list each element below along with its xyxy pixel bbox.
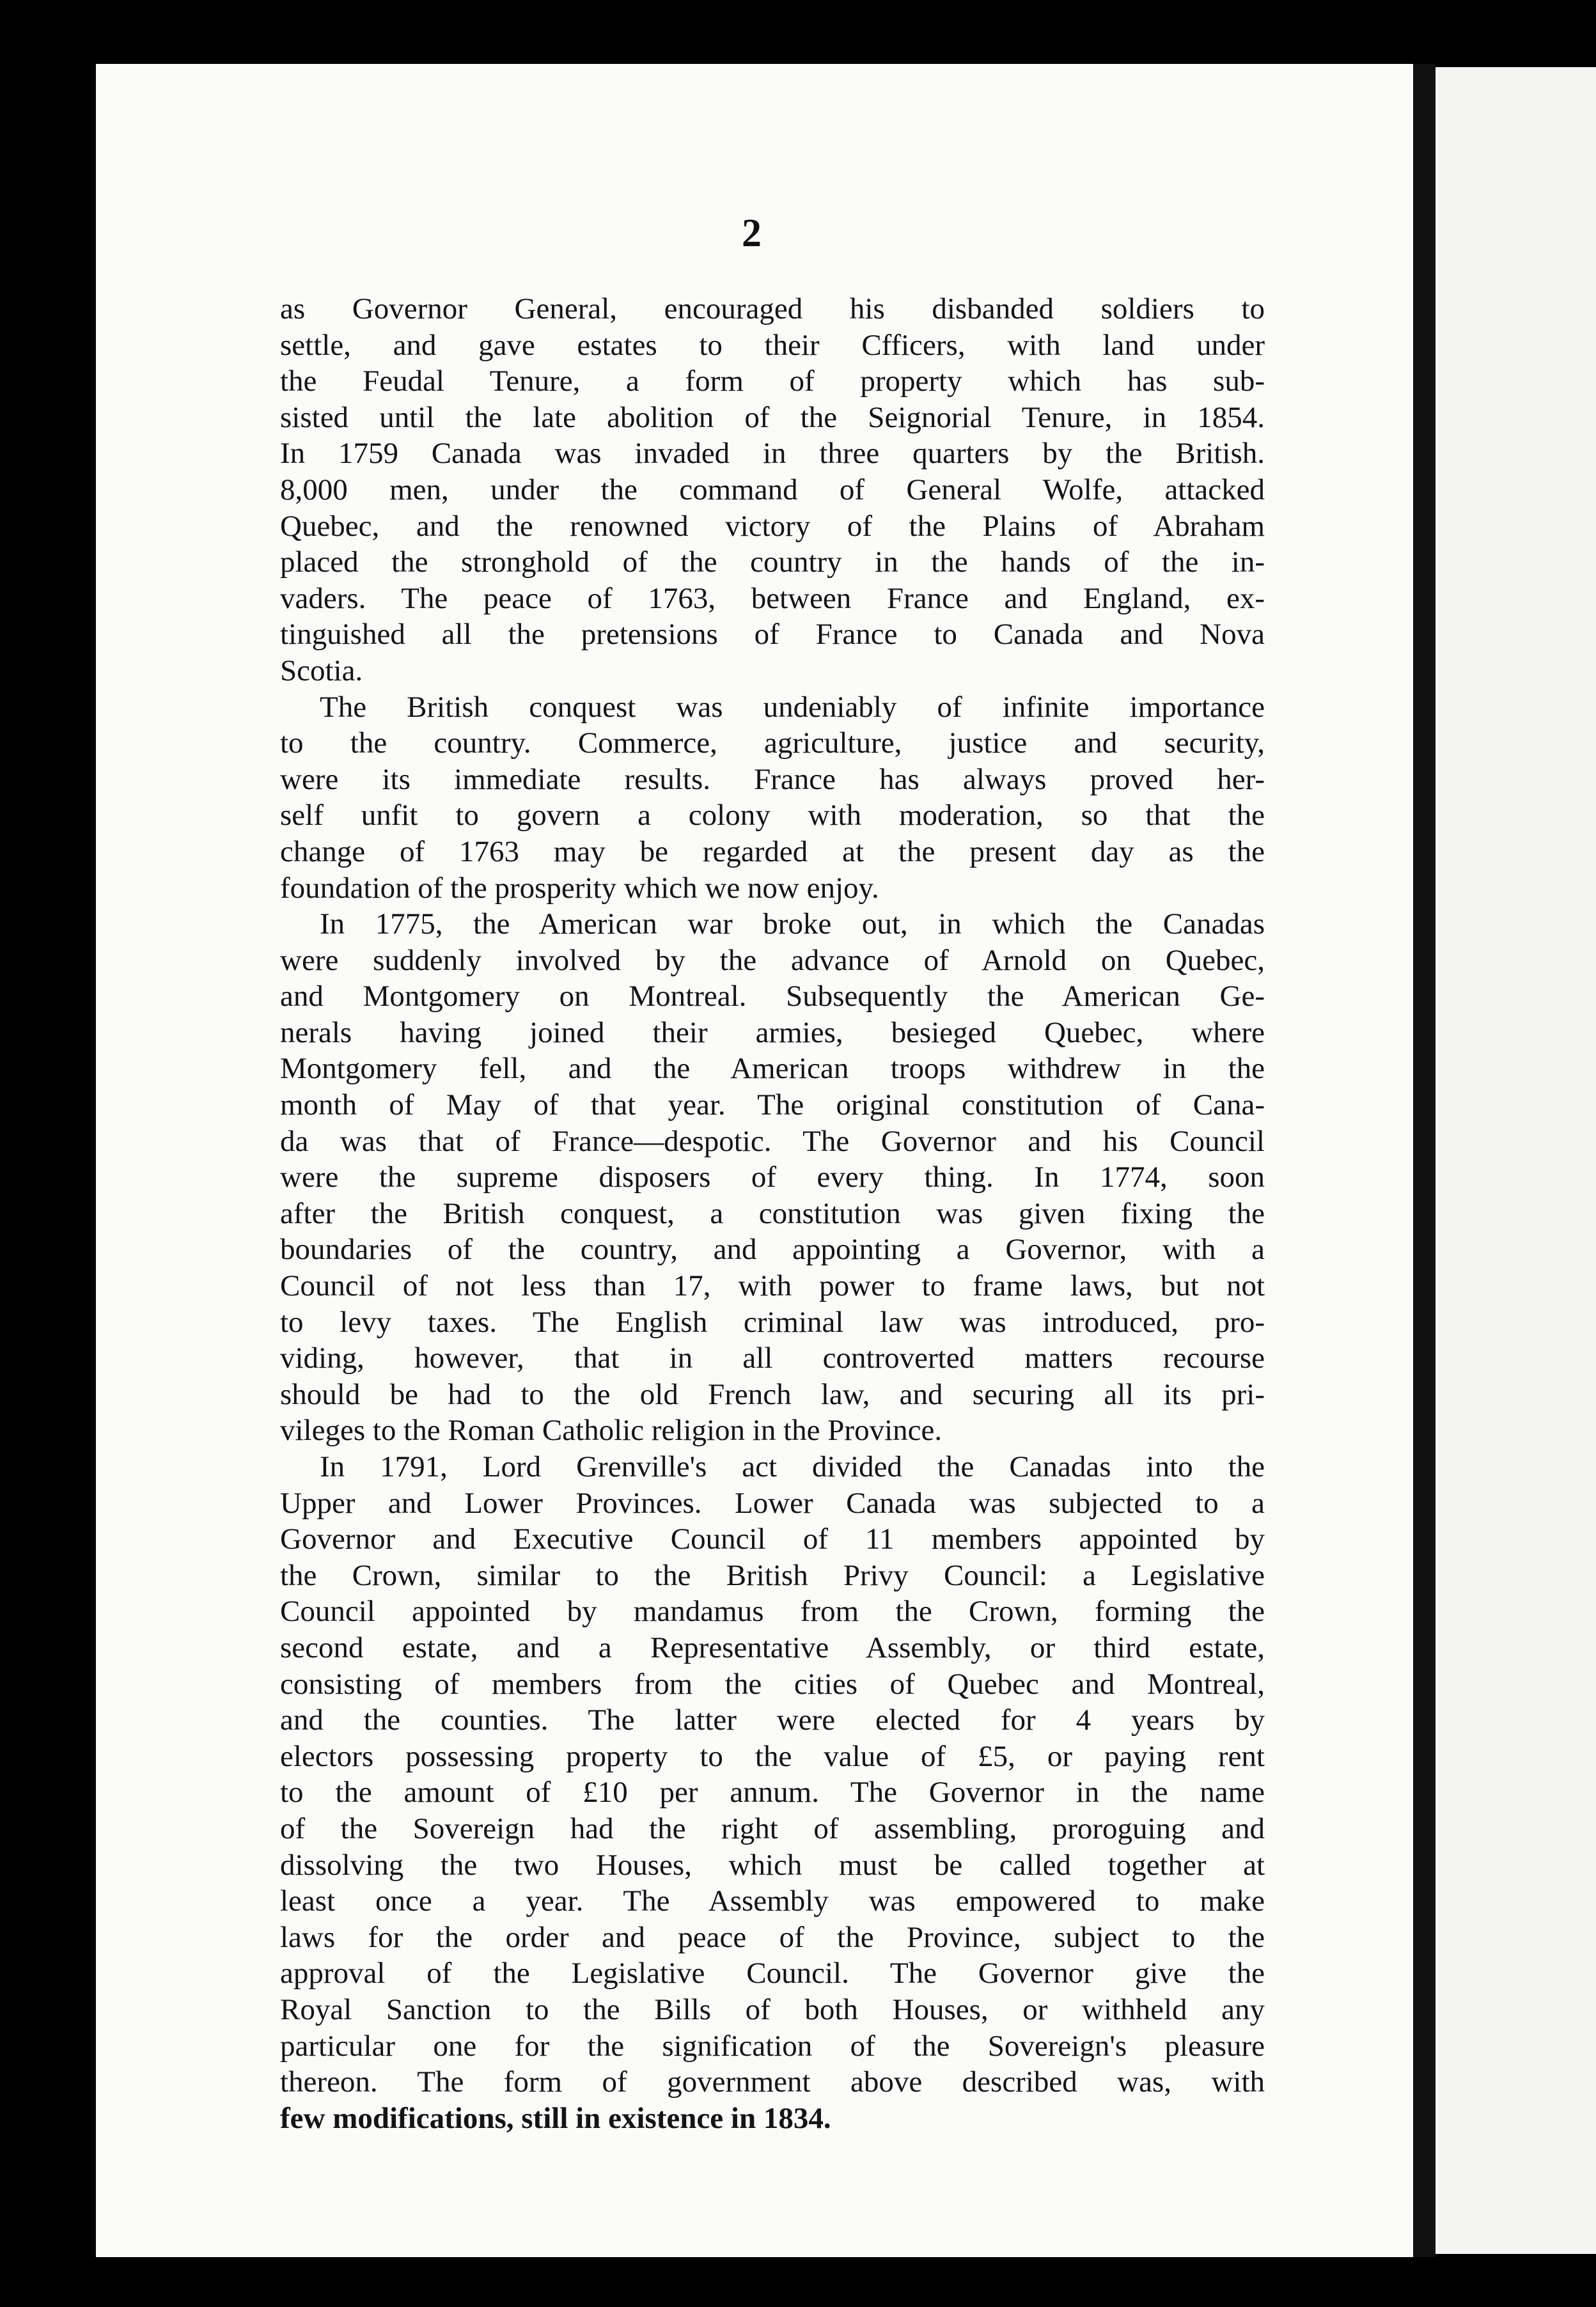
text-line: approval of the Legislative Council. The Governor give the bbox=[280, 1957, 1265, 1990]
text-line: consisting of members from the cities of Quebec and Montreal, bbox=[280, 1667, 1265, 1701]
text-line: sisted until the late abolition of the Seignorial Tenure, in 1854. bbox=[280, 400, 1265, 434]
text-line: Council appointed by mandamus from the Crown, forming the bbox=[280, 1595, 1265, 1629]
text-line: second estate, and a Representative Assembly, or third estate, bbox=[280, 1631, 1265, 1664]
text-line: The British conquest was undeniably of infinite importance bbox=[320, 690, 1265, 724]
text-line: vileges to the Roman Catholic religion in the Province. bbox=[280, 1414, 943, 1448]
text-line: foundation of the prosperity which we now enjoy. bbox=[280, 871, 879, 905]
page-number: 2 bbox=[742, 212, 762, 255]
text-line: placed the stronghold of the country in the hands of the in- bbox=[280, 545, 1265, 579]
text-line: and Montgomery on Montreal. Subsequently the American Ge- bbox=[280, 980, 1265, 1013]
text-line: the Feudal Tenure, a form of property which has sub- bbox=[280, 364, 1265, 398]
text-line: to the country. Commerce, agriculture, justice and security, bbox=[280, 726, 1265, 760]
paragraph bbox=[280, 1449, 1265, 2136]
text-line: vaders. The peace of 1763, between France and England, ex- bbox=[280, 581, 1265, 615]
paragraph bbox=[280, 689, 1265, 907]
text-line: self unfit to govern a colony with moderation, so that the bbox=[280, 799, 1265, 833]
text-line: laws for the order and peace of the Province, subject to the bbox=[280, 1920, 1265, 1954]
text-line: to levy taxes. The English criminal law was introduced, pro- bbox=[280, 1305, 1265, 1339]
text-line: boundaries of the country, and appointing a Governor, with a bbox=[280, 1233, 1265, 1267]
text-line: were suddenly involved by the advance of Arnold on Quebec, bbox=[280, 943, 1265, 977]
text-line: were its immediate results. France has always proved her- bbox=[280, 762, 1265, 796]
text-line: In 1775, the American war broke out, in which the Canadas bbox=[320, 907, 1265, 941]
text-line: as Governor General, encouraged his disbanded soldiers to bbox=[280, 292, 1265, 325]
text-line: Scotia. bbox=[280, 653, 363, 687]
text-line: In 1791, Lord Grenville's act divided the Canadas into the bbox=[320, 1450, 1265, 1483]
text-line: Montgomery fell, and the American troops withdrew in the bbox=[280, 1052, 1265, 1086]
adjacent-page-edge bbox=[1436, 67, 1596, 2254]
text-line: 8,000 men, under the command of General Wolfe, attacked bbox=[280, 473, 1265, 506]
text-line: particular one for the signification of the Sovereign's pleasure bbox=[280, 2029, 1265, 2063]
text-line: should be had to the old French law, and securing all its pri- bbox=[280, 1377, 1265, 1411]
text-line: of the Sovereign had the right of assembling, proroguing and bbox=[280, 1811, 1265, 1845]
text-line: viding, however, that in all controverted matters recourse bbox=[280, 1341, 1265, 1375]
paragraph bbox=[280, 906, 1265, 1449]
text-line: and the counties. The latter were elected for 4 years by bbox=[280, 1703, 1265, 1737]
text-line: month of May of that year. The original constitution of Cana- bbox=[280, 1088, 1265, 1122]
text-line: Governor and Executive Council of 11 members appointed by bbox=[280, 1522, 1265, 1556]
text-line: In 1759 Canada was invaded in three quarters by the British. bbox=[280, 437, 1265, 471]
text-line: da was that of France—despotic. The Governor and his Council bbox=[280, 1124, 1265, 1158]
text-line: Quebec, and the renowned victory of the Plains of Abraham bbox=[280, 509, 1265, 543]
body-text bbox=[280, 291, 1265, 2136]
text-line: settle, and gave estates to their Cfficers, with land under bbox=[280, 328, 1265, 362]
text-line: nerals having joined their armies, besieged Quebec, where bbox=[280, 1015, 1265, 1049]
text-line: to the amount of £10 per annum. The Governor in the name bbox=[280, 1776, 1265, 1810]
text-line: few modifications, still in existence in 1834. bbox=[280, 2101, 831, 2135]
paragraph bbox=[280, 291, 1265, 689]
text-line: change of 1763 may be regarded at the present day as the bbox=[280, 834, 1265, 868]
text-line: were the supreme disposers of every thing. In 1774, soon bbox=[280, 1161, 1265, 1194]
text-line: Upper and Lower Provinces. Lower Canada was subjected to a bbox=[280, 1486, 1265, 1520]
text-line: electors possessing property to the value of £5, or paying rent bbox=[280, 1739, 1265, 1773]
text-line: dissolving the two Houses, which must be called together at bbox=[280, 1848, 1265, 1882]
text-line: the Crown, similar to the British Privy Council: a Legislative bbox=[280, 1558, 1265, 1592]
text-line: thereon. The form of government above described was, with bbox=[280, 2065, 1265, 2099]
text-line: Council of not less than 17, with power to frame laws, but not bbox=[280, 1269, 1265, 1303]
text-line: least once a year. The Assembly was empowered to make bbox=[280, 1884, 1265, 1918]
page-gutter bbox=[1413, 64, 1436, 2257]
text-line: tinguished all the pretensions of France to Canada and Nova bbox=[280, 618, 1265, 652]
text-line: after the British conquest, a constitution was given fixing the bbox=[280, 1196, 1265, 1230]
text-line: Royal Sanction to the Bills of both Houses, or withheld any bbox=[280, 1992, 1265, 2026]
